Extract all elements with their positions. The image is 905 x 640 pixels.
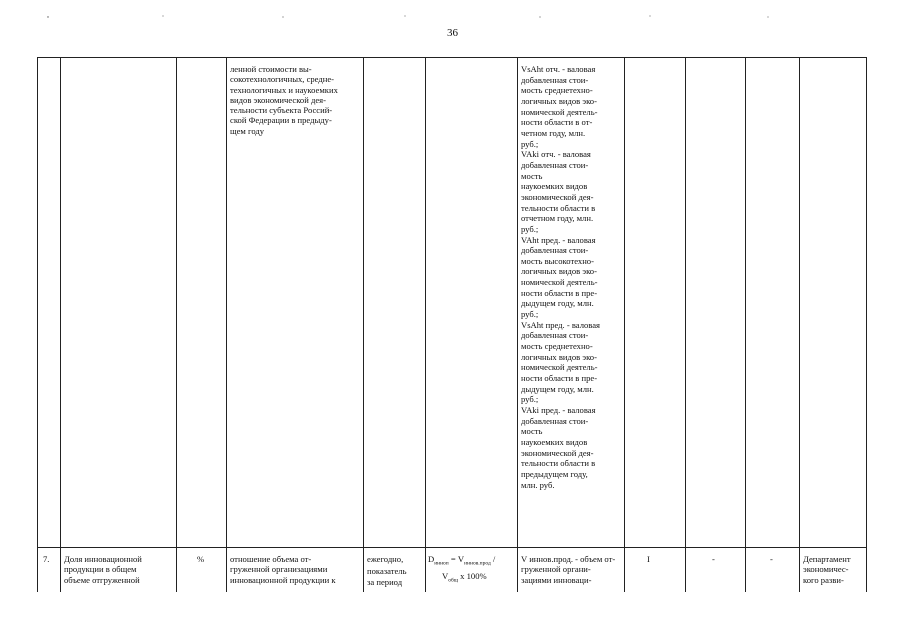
col-divider: [624, 57, 625, 592]
col-divider: [226, 57, 227, 592]
continuation-description: ленной стоимости вы- сокотехнологичных, средне- технологичных и наукоемких видов экономической дея- тельности субъекта Россий- ской Федерации в предыду- щем году: [230, 64, 338, 136]
indicator-definition: отношение объема от- груженной организациями инновационной продукции к: [230, 554, 336, 585]
periodicity: ежегодно, показатель за период: [367, 554, 407, 587]
continuation-variables: VsAht отч. - валовая добавленная стои- мость среднетехно- логичных видов эко- номической деятель- ности области в от- четном году, млн. руб.; VAki отч. - валовая добавленная стои- мость наукоемких видов экономической дея- тельности области в отчетном году, млн. руб.; VAht пред. - валовая добавленная стои- мость высокотехно- логичных видов эко- номической деятель- ности области в пре- дыдущем году, млн. руб.; VsAht пред. - валовая добавленная стои- мость среднетехно- логичных видов эко- номической деятель- ности области в пре- дыдущем году, млн. руб.; VAki пред. - валовая добавленная стои- мость наукоемких видов экономической дея- тельности области в предыдущем году, млн. руб.: [521, 64, 600, 490]
unit-of-measure: %: [197, 554, 205, 564]
col-divider: [517, 57, 518, 592]
page-number: 36: [447, 27, 458, 39]
col-divider: [176, 57, 177, 592]
responsible-department: Департамент экономичес- кого разви-: [803, 554, 851, 585]
calculation-formula: [428, 553, 516, 586]
scan-noise: [0, 14, 905, 20]
formula-line-2: $V_{общ}$ х 100%: [442, 570, 487, 584]
col-divider: [425, 57, 426, 592]
col-divider: [37, 57, 38, 592]
value-col-a: I: [647, 554, 650, 564]
row-divider: [37, 547, 867, 548]
indicator-name: Доля инновационной продукции в общем объеме отгруженной: [64, 554, 142, 585]
formula-line-1: $D_{инноп} = V_{иннов.прод}$ /: [428, 554, 496, 567]
col-divider: [745, 57, 746, 592]
col-divider: [799, 57, 800, 592]
row-divider: [37, 57, 867, 58]
variables-description: V иннов.прод. - объем от- груженной органи- зациями инноваци-: [521, 554, 616, 585]
col-divider: [60, 57, 61, 592]
col-divider: [685, 57, 686, 592]
col-divider: [866, 57, 867, 592]
row-number: 7.: [43, 554, 50, 564]
col-divider: [363, 57, 364, 592]
value-col-c: -: [770, 554, 773, 564]
value-col-b: -: [712, 554, 715, 564]
indicator-table: [37, 57, 867, 592]
